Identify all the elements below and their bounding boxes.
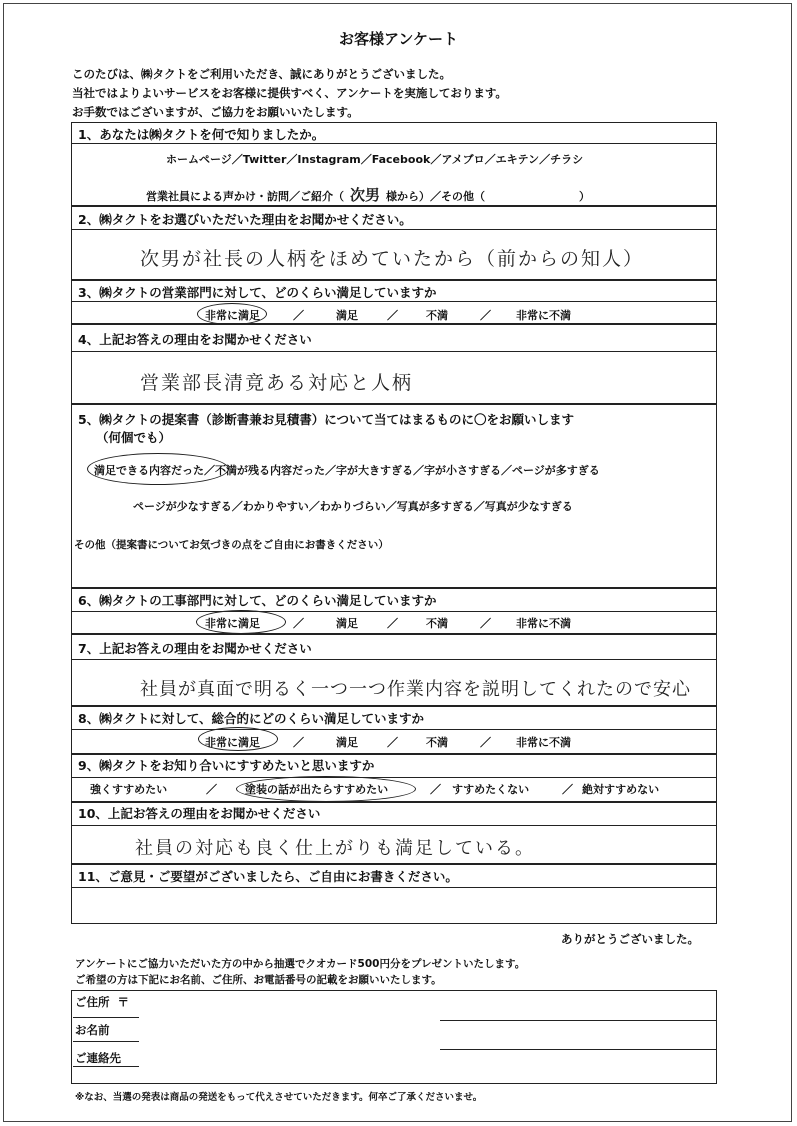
q5-options-line2[interactable]: ページが少なすぎる／わかりやすい／わかりづらい／写真が多すぎる／写真が少なすぎる — [133, 500, 573, 513]
q1-option-other[interactable]: 様から）／その他（ — [386, 190, 486, 203]
q3-option-very-dissatisfied[interactable]: 非常に不満 — [516, 309, 571, 322]
q5-label: 5、㈱タクトの提案書（診断書兼お見積書）について当てはまるものに〇をお願いします — [78, 412, 574, 427]
q8-separator-2: ／ — [387, 736, 398, 749]
q10-label: 10、上記お答えの理由をお聞かせください — [78, 806, 321, 821]
q6-label: 6、㈱タクトの工事部門に対して、どのくらい満足していますか — [78, 593, 437, 608]
q3-option-very-satisfied[interactable]: 非常に満足 — [205, 309, 260, 322]
q9-option-strongly-recommend[interactable]: 強くすすめたい — [90, 783, 168, 796]
q11-answer-box[interactable] — [71, 888, 717, 924]
intro-line-1: このたびは、㈱タクトをご利用いただき、誠にありがとうございました。 — [72, 67, 452, 81]
address-label — [75, 994, 129, 1010]
q3-separator-1: ／ — [293, 309, 304, 322]
q8-option-very-dissatisfied[interactable]: 非常に不満 — [516, 736, 571, 749]
q6-option-dissatisfied[interactable]: 不満 — [426, 617, 448, 630]
q6-option-very-dissatisfied[interactable]: 非常に不満 — [516, 617, 571, 630]
q1-options-line1[interactable]: ホームページ／Twitter／Instagram／Facebook／アメブロ／エキテン／チラシ — [166, 153, 584, 166]
address-label-underline — [73, 1017, 139, 1018]
q6-separator-2: ／ — [387, 617, 398, 630]
q8-option-satisfied[interactable]: 満足 — [336, 736, 358, 749]
intro-line-2: 当社ではよりよいサービスをお客様に提供すべく、アンケートを実施しております。 — [72, 86, 507, 100]
q7-answer-handwritten[interactable]: 社員が真面で明るく一つ一つ作業内容を説明してくれたので安心 — [140, 679, 691, 700]
q3-option-satisfied[interactable]: 満足 — [336, 309, 358, 322]
q5-other-label: その他（提案書についてお気づきの点をご自由にお書きください） — [74, 539, 389, 551]
name-label-underline — [73, 1041, 139, 1042]
campaign-line-2: ご希望の方は下記にお名前、ご住所、お電話番号の記載をお願いいたします。 — [75, 974, 442, 986]
q1-close-paren: ） — [579, 190, 591, 203]
q4-label: 4、上記お答えの理由をお聞かせください — [78, 332, 312, 347]
q9-option-never-recommend[interactable]: 絶対すすめない — [582, 783, 660, 796]
q1-label: 1、あなたは㈱タクトを何で知りましたか。 — [78, 127, 325, 142]
name-field-line[interactable] — [440, 1049, 716, 1050]
q4-answer-handwritten[interactable]: 営業部長清竟ある対応と人柄 — [140, 372, 414, 394]
q6-option-satisfied[interactable]: 満足 — [336, 617, 358, 630]
q9-separator-2: ／ — [430, 783, 441, 796]
q6-separator-1: ／ — [293, 617, 304, 630]
q8-option-very-satisfied[interactable]: 非常に満足 — [205, 736, 260, 749]
q8-separator-1: ／ — [293, 736, 304, 749]
q1-referrer-handwritten: 次男 — [350, 186, 381, 204]
contact-box — [71, 990, 717, 1084]
footnote: ※なお、当選の発表は商品の発送をもって代えさせていただきます。何卒ご了承くださいませ。 — [75, 1092, 483, 1103]
q9-separator-1: ／ — [206, 783, 217, 796]
address-label-text: ご住所 — [75, 995, 110, 1009]
q6-option-very-satisfied[interactable]: 非常に満足 — [205, 617, 260, 630]
address-field-line[interactable] — [440, 1020, 716, 1021]
q10-answer-handwritten[interactable]: 社員の対応も良く仕上がりも満足している。 — [135, 838, 535, 859]
q2-answer-handwritten[interactable]: 次男が社長の人柄をほめていたから（前からの知人） — [140, 248, 645, 270]
postal-mark: 〒 — [117, 995, 130, 1009]
q2-label: 2、㈱タクトをお選びいただいた理由をお聞かせください。 — [78, 212, 412, 227]
q6-separator-3: ／ — [480, 617, 491, 630]
phone-label-underline — [73, 1066, 139, 1067]
q1-option-sales[interactable]: 営業社員による声かけ・訪問／ご紹介（ — [146, 190, 344, 203]
campaign-line-1: アンケートにご協力いただいた方の中から抽選でクオカード500円分をプレゼントいたします。 — [75, 958, 526, 970]
q3-separator-2: ／ — [387, 309, 398, 322]
q11-label: 11、ご意見・ご要望がございましたら、ご自由にお書きください。 — [78, 869, 458, 884]
q9-separator-3: ／ — [562, 783, 573, 796]
q8-option-dissatisfied[interactable]: 不満 — [426, 736, 448, 749]
intro-line-3: お手数ではございますが、ご協力をお願いいたします。 — [72, 105, 359, 119]
q3-option-dissatisfied[interactable]: 不満 — [426, 309, 448, 322]
name-label: お名前 — [75, 1023, 110, 1037]
q5-options-line1[interactable]: 満足できる内容だった／不満が残る内容だった／字が大きすぎる／字が小さすぎる／ページが多すぎる — [94, 464, 600, 477]
q3-separator-3: ／ — [480, 309, 491, 322]
thanks-text: ありがとうございました。 — [561, 932, 699, 946]
q9-label: 9、㈱タクトをお知り合いにすすめたいと思いますか — [78, 758, 375, 773]
q7-label: 7、上記お答えの理由をお聞かせください — [78, 641, 312, 656]
q5-label-note: （何個でも） — [96, 430, 172, 445]
phone-label: ご連絡先 — [75, 1051, 121, 1065]
q9-option-recommend-if-painting[interactable]: 塗装の話が出たらすすめたい — [245, 783, 389, 796]
q3-label: 3、㈱タクトの営業部門に対して、どのくらい満足していますか — [78, 285, 437, 300]
q1-options-line2[interactable] — [146, 184, 590, 205]
q8-label: 8、㈱タクトに対して、総合的にどのくらい満足していますか — [78, 711, 424, 726]
survey-title: お客様アンケート — [338, 30, 459, 48]
q9-option-not-recommend[interactable]: すすめたくない — [452, 783, 530, 796]
q8-separator-3: ／ — [480, 736, 491, 749]
